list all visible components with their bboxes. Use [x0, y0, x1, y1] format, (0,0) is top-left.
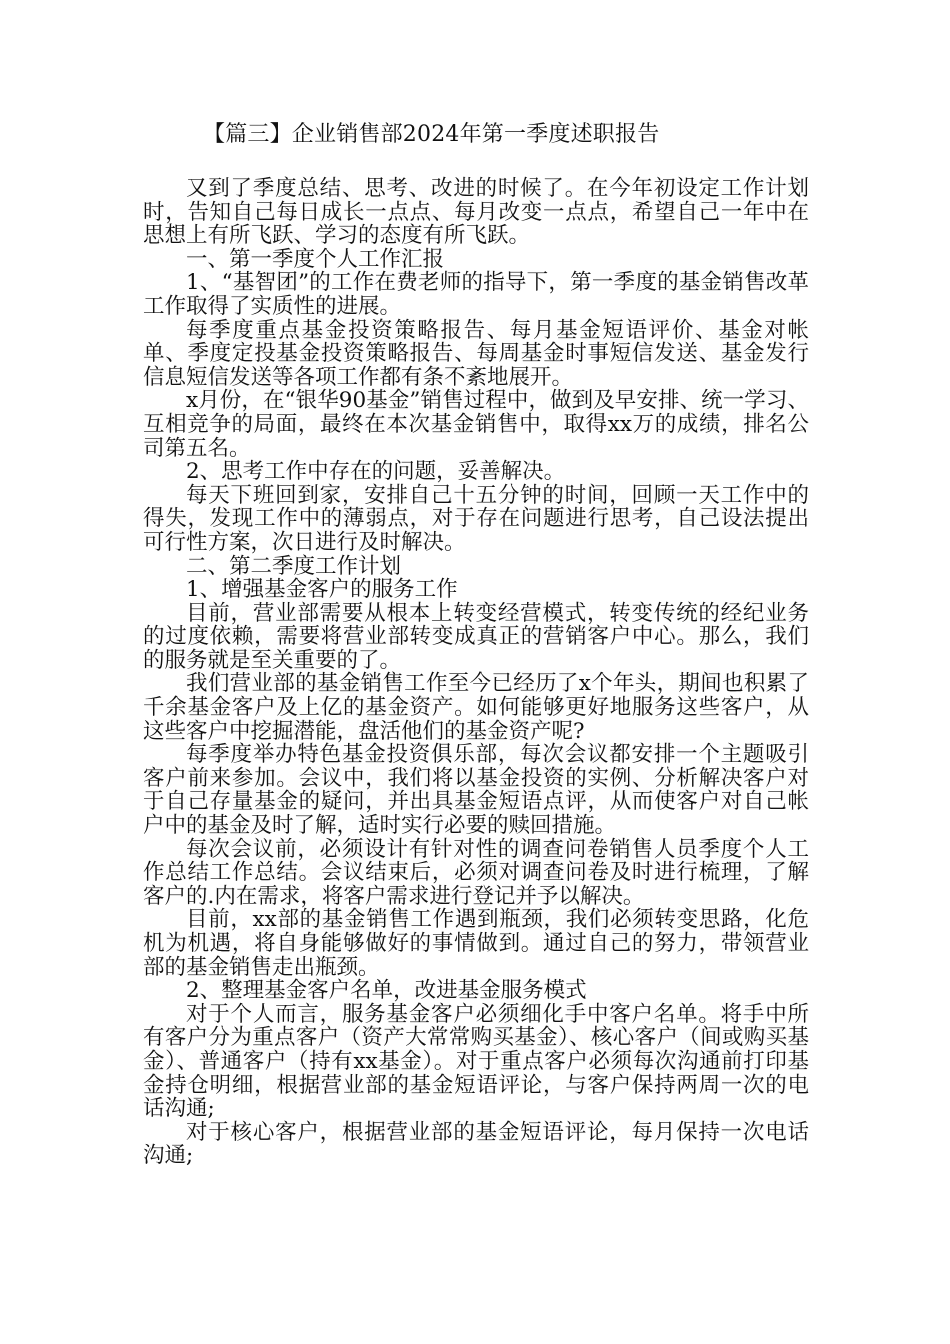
- paragraph-intro: 又到了季度总结、思考、改进的时候了。在今年初设定工作计划时，告知自己每日成长一点点、每月改变一点点，希望自己一年中在思想上有所飞跃、学习的态度有所飞跃。: [143, 176, 809, 249]
- paragraph-daily-review: 每天下班回到家，安排自己十五分钟的时间，回顾一天工作中的得失，发现工作中的薄弱点，对于存在问题进行思考，自己设法提出可行性方案，次日进行及时解决。: [143, 482, 809, 555]
- paragraph-jizhituan: 1、“基智团”的工作在费老师的指导下，第一季度的基金销售改革工作取得了实质性的进展。: [143, 270, 809, 319]
- paragraph-customer-base: 我们营业部的基金销售工作至今已经历了x个年头，期间也积累了千余基金客户及上亿的基金资产。如何能够更好地服务这些客户，从这些客户中挖掘潜能，盘活他们的基金资产呢?: [143, 671, 809, 744]
- document-body: [143, 118, 809, 1168]
- subheading-problems: 2、思考工作中存在的问题，妥善解决。: [186, 459, 566, 485]
- paragraph-yinhua-sales: x月份，在“银华90基金”销售过程中，做到及早安排、统一学习、互相竞争的局面，最终在本次基金销售中，取得xx万的成绩，排名公司第五名。: [143, 388, 809, 461]
- document-title: 【篇三】企业销售部2024年第一季度述职报告: [203, 122, 660, 147]
- paragraph-survey: 每次会议前，必须设计有针对性的调查问卷销售人员季度个人工作总结工作总结。会议结束后，必须对调查问卷及时进行梳理，了解客户的.内在需求，将客户需求进行登记并予以解决。: [143, 836, 809, 909]
- section-heading-q1-report: 一、第一季度个人工作汇报: [186, 246, 445, 272]
- paragraph-bottleneck: 目前，xx部的基金销售工作遇到瓶颈，我们必须转变思路，化危机为机遇，将自身能够做好的事情做到。通过自己的努力，带领营业部的基金销售走出瓶颈。: [143, 907, 809, 980]
- paragraph-business-model: 目前，营业部需要从根本上转变经营模式，转变传统的经纪业务的过度依赖，需要将营业部转变成真正的营销客户中心。那么，我们的服务就是至关重要的了。: [143, 600, 809, 673]
- paragraph-customer-tiers: 对于个人而言，服务基金客户必须细化手中客户名单。将手中所有客户分为重点客户（资产大常常购买基金）、核心客户（间或购买基金）、普通客户（持有xx基金）。对于重点客户必须每次沟通前打印基金持仓明细，根据营业部的基金短语评论，与客户保持两周一次的电话沟通;: [143, 1001, 809, 1122]
- subheading-customer-list: 2、整理基金客户名单，改进基金服务模式: [186, 978, 587, 1004]
- paragraph-investment-club: 每季度举办特色基金投资俱乐部，每次会议都安排一个主题吸引客户前来参加。会议中，我们将以基金投资的实例、分析解决客户对于自己存量基金的疑问，并出具基金短语点评，从而使客户对自己帐户中的基金及时了解，适时实行必要的赎回措施。: [143, 742, 809, 839]
- paragraph-reports: 每季度重点基金投资策略报告、每月基金短语评价、基金对帐单、季度定投基金投资策略报告、每周基金时事短信发送、基金发行信息短信发送等各项工作都有条不紊地展开。: [143, 317, 809, 390]
- subheading-customer-service: 1、增强基金客户的服务工作: [186, 577, 458, 603]
- section-heading-q2-plan: 二、第二季度工作计划: [186, 553, 402, 579]
- paragraph-core-customers: 对于核心客户，根据营业部的基金短语评论，每月保持一次电话沟通;: [143, 1119, 809, 1169]
